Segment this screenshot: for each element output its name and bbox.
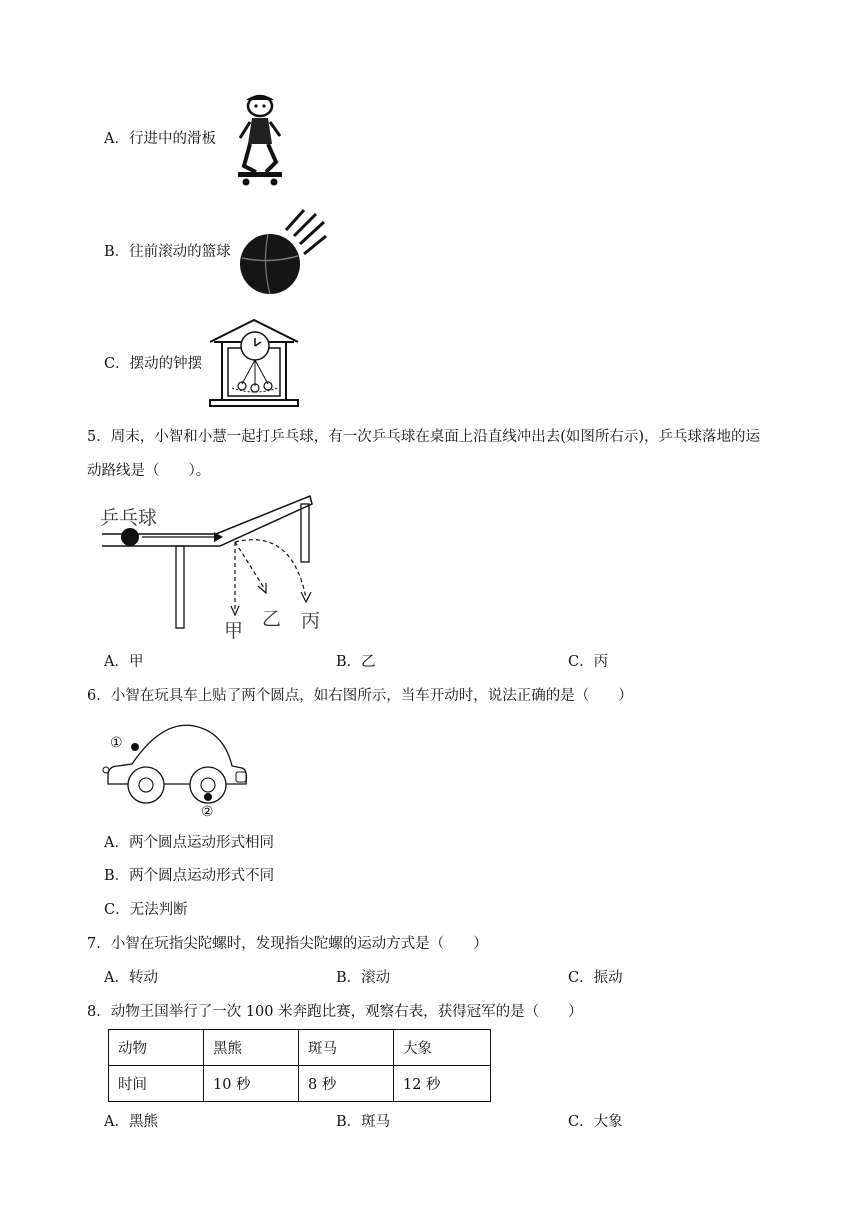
table-cell: 12 秒 [394, 1066, 491, 1102]
toy-car-figure [98, 718, 250, 818]
q8-option-c [568, 1115, 623, 1130]
option-text: 大象 [593, 1114, 623, 1130]
option-letter: A． [104, 835, 129, 851]
q6-option-c [104, 903, 188, 918]
option-letter: B． [336, 970, 362, 986]
option-text: 乙 [361, 654, 376, 670]
option-letter: A． [104, 654, 129, 670]
option-text: 两个圆点运动形式相同 [128, 835, 274, 851]
option-text: 黑熊 [128, 1114, 158, 1130]
option-text: 振动 [593, 970, 623, 986]
q6-stem: 6．小智在玩具车上贴了两个圆点，如右图所示，当车开动时，说法正确的是（ ） [87, 688, 633, 704]
option-text: 斑马 [361, 1114, 391, 1130]
option-text: 转动 [128, 970, 158, 986]
q6-option-a [104, 836, 274, 851]
q5-stem-line2: 动路线是（ ）。 [87, 463, 211, 479]
race-time-table [108, 1029, 491, 1102]
table-cell: 动物 [109, 1030, 204, 1066]
option-letter: A． [104, 970, 129, 986]
table-row [109, 1030, 491, 1066]
mark-2: ② [201, 804, 214, 820]
ball-label: 乒乓球 [100, 507, 158, 529]
option-text: 摆动的钟摆 [129, 356, 203, 372]
option-text: 行进中的滑板 [128, 131, 216, 147]
q7-option-a [104, 971, 158, 986]
option-letter: B． [104, 868, 130, 884]
option-text: 甲 [128, 654, 144, 670]
option-letter: C． [568, 970, 594, 986]
skateboarder-icon [236, 92, 284, 188]
rolling-basketball-icon [238, 208, 330, 300]
q4-option-c [104, 357, 202, 372]
q4-option-b [104, 245, 231, 260]
q6-option-b [104, 869, 274, 884]
option-text: 滚动 [361, 970, 391, 986]
table-cell: 10 秒 [204, 1066, 299, 1102]
table-cell: 斑马 [299, 1030, 394, 1066]
option-letter: B． [104, 244, 130, 260]
table-cell: 8 秒 [299, 1066, 394, 1102]
option-letter: B． [336, 1114, 362, 1130]
table-cell: 时间 [109, 1066, 204, 1102]
q7-stem: 7．小智在玩指尖陀螺时，发现指尖陀螺的运动方式是（ ） [87, 936, 488, 952]
q4-option-a [104, 132, 216, 147]
q8-stem: 8．动物王国举行了一次 100 米奔跑比赛，观察右表，获得冠军的是（ ） [87, 1004, 583, 1020]
option-text: 丙 [593, 654, 609, 670]
q5-option-b [336, 655, 376, 670]
option-letter: C． [104, 902, 130, 918]
table-cell: 大象 [394, 1030, 491, 1066]
option-text: 无法判断 [129, 902, 188, 918]
option-letter: B． [336, 654, 362, 670]
option-letter: C． [104, 356, 130, 372]
q5-option-c [568, 655, 608, 670]
option-letter: C． [568, 1114, 594, 1130]
q5-stem-line1: 5．周末，小智和小慧一起打乒乓球，有一次乒乓球在桌面上沿直线冲出去(如图所右示)，乒乓球落地的运 [87, 429, 761, 445]
path-label-bing: 丙 [301, 610, 321, 632]
option-letter: A． [104, 1114, 129, 1130]
path-label-yi: 乙 [262, 608, 282, 630]
path-label-jia: 甲 [224, 620, 244, 642]
option-letter: C． [568, 654, 594, 670]
q8-option-a [104, 1115, 158, 1130]
q7-option-c [568, 971, 623, 986]
pendulum-clock-icon [208, 318, 300, 410]
table-row [109, 1066, 491, 1102]
option-text: 两个圆点运动形式不同 [129, 868, 275, 884]
q7-option-b [336, 971, 390, 986]
q5-option-a [104, 655, 143, 670]
option-text: 往前滚动的篮球 [129, 244, 231, 260]
q8-option-b [336, 1115, 390, 1130]
mark-1: ① [110, 735, 123, 751]
option-letter: A． [104, 131, 129, 147]
table-cell: 黑熊 [204, 1030, 299, 1066]
